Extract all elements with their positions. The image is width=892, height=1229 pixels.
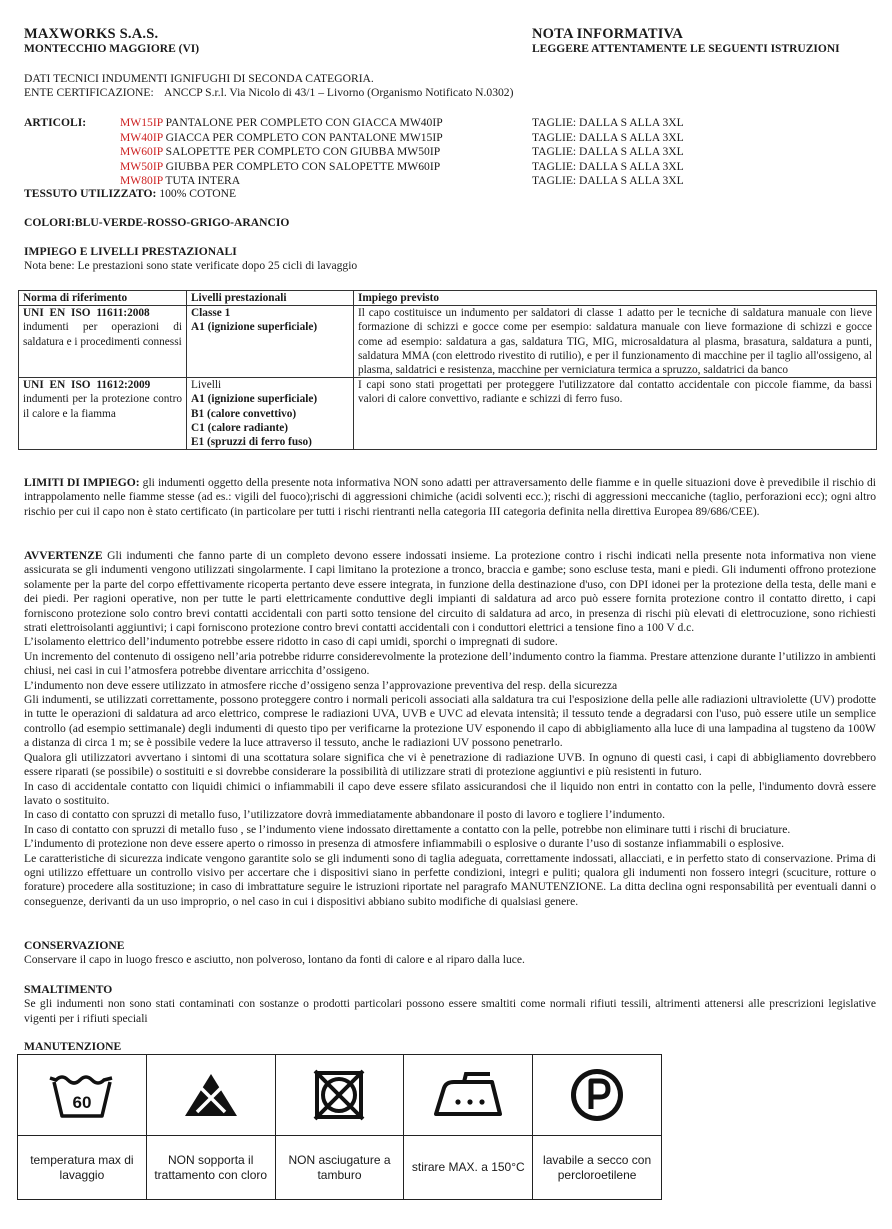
company-name: MAXWORKS S.A.S. bbox=[24, 26, 159, 42]
care-label: lavabile a secco con percloroetilene bbox=[533, 1136, 662, 1200]
care-label: temperatura max di lavaggio bbox=[18, 1136, 147, 1200]
norm-cell bbox=[19, 378, 187, 450]
performance-table bbox=[18, 290, 877, 450]
level-item: B1 (calore convettivo) bbox=[191, 407, 297, 420]
doc-subtitle: LEGGERE ATTENTAMENTE LE SEGUENTI ISTRUZIONI bbox=[532, 43, 840, 55]
article-code: MW40IP bbox=[120, 130, 163, 144]
tech-line-2 bbox=[24, 86, 874, 100]
no-tumble-dry-icon bbox=[311, 1067, 367, 1123]
norm-desc: indumenti per la protezione contro il calore e la fiamma bbox=[23, 393, 182, 420]
avvertenze-p1 bbox=[24, 549, 876, 635]
avvertenze-p10: L’indumento di protezione non deve essere aperto o rimosso in presenza di atmosfere infiammabili o esplosive o durante l’uso di sostanze infiammabili o esplosive. bbox=[24, 837, 785, 851]
dry-clean-p-icon bbox=[567, 1065, 627, 1125]
avvertenze-p6: Qualora gli utilizzatori avvertano i sintomi di una scottatura solare significa che vi è penetrazione di radiazione UVB. In ognuno di questi casi, i capi di abbigliamento dovrebbero essere riparati (se possibile) o sostituiti e si dovrebbe considerare la possibilità di utilizzare strati di protezione aggiuntivi e più resistenti in futuro. bbox=[24, 750, 876, 779]
article-sizes: TAGLIE: DALLA S ALLA 3XL bbox=[532, 145, 684, 158]
impiego-block bbox=[24, 245, 357, 274]
avvertenze-p8: In caso di contatto con spruzzi di metallo fuso, l’utilizzatore dovrà immediatamente abbandonare il posto di lavoro e togliere l’indumento. bbox=[24, 808, 666, 822]
sizes-list bbox=[532, 116, 684, 189]
article-sizes: TAGLIE: DALLA S ALLA 3XL bbox=[532, 116, 684, 129]
no-bleach-icon bbox=[181, 1068, 241, 1122]
article-code: MW50IP bbox=[120, 159, 163, 173]
avvertenze-p11: Le caratteristiche di sicurezza indicate vengono garantite solo se gli indumenti sono di taglia adeguata, correttamente indossati, allacciati, e in perfetto stato di conservazione. Prima di ogni utilizzo effettuare un controllo visivo per accertare che i dispositivi siano in perfette condizioni, integri e puliti; qualora gli indumenti non fossero integri (scuciture, rotture o forature) procedere alla sostituzione; in caso di imbrattature seguire le istruzioni riportate nel paragrafo MANUTENZIONE. La ditta declina ogni responsabilità per eventuali danni o conseguenze, derivanti da un uso improprio, o nel caso in cui i dispositivi abbiano subito modifiche di qualsiasi genere. bbox=[24, 851, 876, 908]
articles-list bbox=[120, 116, 443, 189]
limiti-label: LIMITI DI IMPIEGO: bbox=[24, 476, 140, 489]
manutenzione-title: MANUTENZIONE bbox=[24, 1040, 122, 1053]
level-item: Classe 1 bbox=[191, 307, 231, 320]
care-symbols-table bbox=[17, 1054, 662, 1200]
avvertenze-p7: In caso di accidentale contatto con liquidi chimici o infiammabili il capo deve essere sfilato assicurandosi che il liquido non entri in contatto con la pelle, l'indumento dovrà essere lavato o sostituito. bbox=[24, 779, 876, 807]
article-sizes: TAGLIE: DALLA S ALLA 3XL bbox=[532, 174, 684, 187]
conservazione-text: Conservare il capo in luogo fresco e asciutto, non polveroso, lontano da fonti di calore e al riparo dalla luce. bbox=[24, 953, 525, 967]
wash-temp: 60 bbox=[72, 1093, 92, 1112]
table-row bbox=[19, 378, 877, 450]
table-header: Livelli prestazionali bbox=[187, 291, 354, 306]
care-labels-row bbox=[18, 1136, 662, 1200]
care-symbol-cell bbox=[404, 1055, 533, 1136]
table-header: Norma di riferimento bbox=[19, 291, 187, 306]
norm-title: UNI EN ISO 11612:2009 bbox=[23, 379, 151, 392]
avvertenze-p4: L’indumento non deve essere utilizzato in atmosfere ricche d’ossigeno senza l’approvazione preventiva del resp. della sicurezza bbox=[24, 678, 618, 692]
use-cell: Il capo costituisce un indumento per saldatori di classe 1 adatto per le tecniche di saldatura manuale con lieve formazione di schizzi e gocce come per esempio: saldatura manuale con lieve formazione di schizzi e gocce come ad esempio: saldatura a gas, saldatura TIG, MIG, microsaldatura al plasma, brasatura, saldatura a punti, saldatura MMA (con elettrodo rivestito di rutilio), e per il funzionamento di macchine per il taglio all'ossigeno, al plasma, saldatrici e resistenza, macchine per verniciatura termica a spruzzo, saldatrici da banco bbox=[354, 306, 877, 378]
smaltimento-title: SMALTIMENTO bbox=[24, 983, 113, 996]
avvertenze-label: AVVERTENZE bbox=[24, 549, 103, 562]
avvertenze-p3: Un incremento del contenuto di ossigeno nell’aria potrebbe ridurre considerevolmente la protezione dell’indumento contro la fiamma. Prestare attenzione durante l’utilizzo in ambienti chiusi, nei casi in cui l’atmosfera potrebbe diventare arricchita d’ossigeno. bbox=[24, 649, 876, 678]
levels-cell bbox=[187, 306, 354, 378]
article-desc: TUTA INTERA bbox=[162, 174, 241, 187]
company-city: MONTECCHIO MAGGIORE (VI) bbox=[24, 43, 200, 55]
colors-line: COLORI:BLU-VERDE-ROSSO-GRIGO-ARANCIO bbox=[24, 216, 290, 229]
table-header-row bbox=[19, 291, 877, 306]
tech-line-1: DATI TECNICI INDUMENTI IGNIFUGHI DI SECONDA CATEGORIA. bbox=[24, 72, 374, 85]
care-symbols-row bbox=[18, 1055, 662, 1136]
avvertenze-p5: Gli indumenti, se utilizzati correttamente, possono proteggere contro i normali pericoli associati alla saldatura tra cui l'esposizione della pelle alle radiazioni ultraviolette (UV) prodotte in tutte le operazioni di saldatura ad arco elettrico, comprese le radiazioni UVA, UVB e UVC ad elevata intensità; il tessuto tende a degradarsi con l'uso, può essere utile un semplice controllo (ad esempio settimanale) degli indumenti di questo tipo per verificarne la protezione UV esponendo il capo di abbigliamento alla luce di una lampadina al tugsteno da 100W a distanza di circa 1 m; se è possibile vedere la luce attraverso il tessuto, anche le radiazioni UV possono penetrarlo. bbox=[24, 693, 876, 750]
iron-150-icon bbox=[430, 1070, 506, 1120]
article-item bbox=[120, 160, 443, 175]
article-code: MW80IP bbox=[120, 174, 163, 187]
avvertenze-text: Gli indumenti che fanno parte di un completo devono essere indossati insieme. La protezione contro i rischi indicati nella presente nota informativa non viene assicurata se gli indumenti vengono utilizzati singolarmente. I capi limitano la protezione a tronco, braccia e gambe; sono escluse testa, mani e piedi. Gli indumenti offrono protezione solamente per la parte del corpo effettivamente ricoperta pertanto deve essere integrata, in funzione della destinazione d'uso, con DPI idonei per la protezione della testa, delle mani e dei piedi. Per ragioni operative, non per tutte le parti elettricamente conduttive degli impianti di saldatura ad arco può essere fornita protezione contro il contatto diretto, i capi forniscono protezione solo contro brevi contatti accidentali con parti sotto tensione del circuito di saldatura ad arco, in presenza di rischi più elevati di elettrocuzione, sono richiesti strati elettroisolanti aggiuntivi; i capi forniscono protezione contro brevi contatti accidentali con i conduttori elettrici a tensione fino a 100 V d.c. bbox=[24, 549, 876, 635]
care-label: NON asciugature a tamburo bbox=[275, 1136, 404, 1200]
cert-value: ANCCP S.r.l. Via Nicolo di 43/1 – Livorno (Organismo Notificato N.0302) bbox=[164, 86, 514, 100]
article-sizes: TAGLIE: DALLA S ALLA 3XL bbox=[532, 159, 684, 173]
avvertenze-p9: In caso di contatto con spruzzi di metallo fuso , se l’indumento viene indossato direttamente a contatto con la pelle, potrebbe non eliminare tutti i rischi di bruciature. bbox=[24, 822, 791, 836]
conservazione-section bbox=[24, 939, 876, 968]
fabric-label: TESSUTO UTILIZZATO: bbox=[24, 187, 157, 200]
norm-cell bbox=[19, 306, 187, 378]
conservazione-title: CONSERVAZIONE bbox=[24, 939, 125, 952]
impiego-title: IMPIEGO E LIVELLI PRESTAZIONALI bbox=[24, 245, 237, 258]
levels-intro: Livelli bbox=[191, 379, 222, 392]
care-symbol-cell bbox=[533, 1055, 662, 1136]
tech-data bbox=[24, 72, 874, 101]
levels-cell bbox=[187, 378, 354, 450]
article-item bbox=[120, 116, 443, 131]
fabric-line bbox=[24, 187, 236, 201]
fabric-value: 100% COTONE bbox=[156, 187, 237, 200]
article-desc: GIUBBA PER COMPLETO CON SALOPETTE MW60IP bbox=[162, 159, 441, 173]
article-item bbox=[120, 131, 443, 146]
smaltimento-section bbox=[24, 983, 876, 1026]
level-item: C1 (calore radiante) bbox=[191, 421, 289, 434]
doc-title-block bbox=[532, 27, 840, 56]
level-item: A1 (ignizione superficiale) bbox=[191, 321, 318, 334]
level-item: E1 (spruzzi di ferro fuso) bbox=[191, 436, 312, 449]
avvertenze-section bbox=[24, 549, 876, 909]
care-symbol-cell bbox=[146, 1055, 275, 1136]
article-desc: GIACCA PER COMPLETO CON PANTALONE MW15IP bbox=[162, 130, 443, 144]
company-block bbox=[24, 27, 199, 56]
avvertenze-p2: L’isolamento elettrico dell’indumento potrebbe essere ridotto in caso di capi umidi, sporchi o impregnati di sudore. bbox=[24, 635, 558, 649]
norm-desc: indumenti per operazioni di saldatura e i procedimenti connessi bbox=[23, 321, 182, 348]
cert-label: ENTE CERTIFICAZIONE: bbox=[24, 86, 154, 100]
care-symbol-cell bbox=[18, 1055, 147, 1136]
table-header: Impiego previsto bbox=[354, 291, 877, 306]
article-sizes: TAGLIE: DALLA S ALLA 3XL bbox=[532, 130, 684, 144]
wash-60-icon bbox=[46, 1068, 118, 1122]
article-item bbox=[120, 145, 443, 160]
norm-title: UNI EN ISO 11611:2008 bbox=[23, 307, 150, 320]
table-row bbox=[19, 306, 877, 378]
care-label: stirare MAX. a 150°C bbox=[404, 1136, 533, 1200]
smaltimento-text: Se gli indumenti non sono stati contaminati con sostanze o prodotti particolari possono essere smaltiti come normali rifiuti tessili, altrimenti attenersi alle prescrizioni legislative vigenti per i rifiuti speciali bbox=[24, 997, 876, 1025]
articles-label: ARTICOLI: bbox=[24, 116, 87, 129]
article-code: MW60IP bbox=[120, 145, 163, 158]
doc-title: NOTA INFORMATIVA bbox=[532, 26, 684, 42]
care-label: NON sopporta il trattamento con cloro bbox=[146, 1136, 275, 1200]
article-desc: PANTALONE PER COMPLETO CON GIACCA MW40IP bbox=[162, 116, 443, 129]
article-desc: SALOPETTE PER COMPLETO CON GIUBBA MW50IP bbox=[162, 145, 441, 158]
use-cell: I capi sono stati progettati per proteggere l'utilizzatore dal contatto accidentale con piccole fiamme, da bassi valori di calore convettivo, radiante e schizzi di ferro fuso. bbox=[354, 378, 877, 450]
limiti-section bbox=[24, 476, 876, 519]
care-symbol-cell bbox=[275, 1055, 404, 1136]
article-code: MW15IP bbox=[120, 116, 163, 129]
level-item: A1 (ignizione superficiale) bbox=[191, 393, 318, 406]
impiego-note: Nota bene: Le prestazioni sono state verificate dopo 25 cicli di lavaggio bbox=[24, 259, 358, 273]
limiti-text: gli indumenti oggetto della presente nota informativa NON sono adatti per attraversamento delle fiamme e in quelle situazioni dove è prevedibile il rischio di intrappolamento nelle fiamme stesse (ad es.: vigili del fuoco);rischi di aggressioni chimiche (acidi solventi ecc.); rischi di aggressioni meccaniche (taglio, perforazioni ecc); ogni altro rischio per cui il capo non è stato certificato (in particolare per tutti i rischi rientranti nella categoria III categoria definita nella direttiva Europea 89/686/CEE). bbox=[24, 476, 876, 518]
